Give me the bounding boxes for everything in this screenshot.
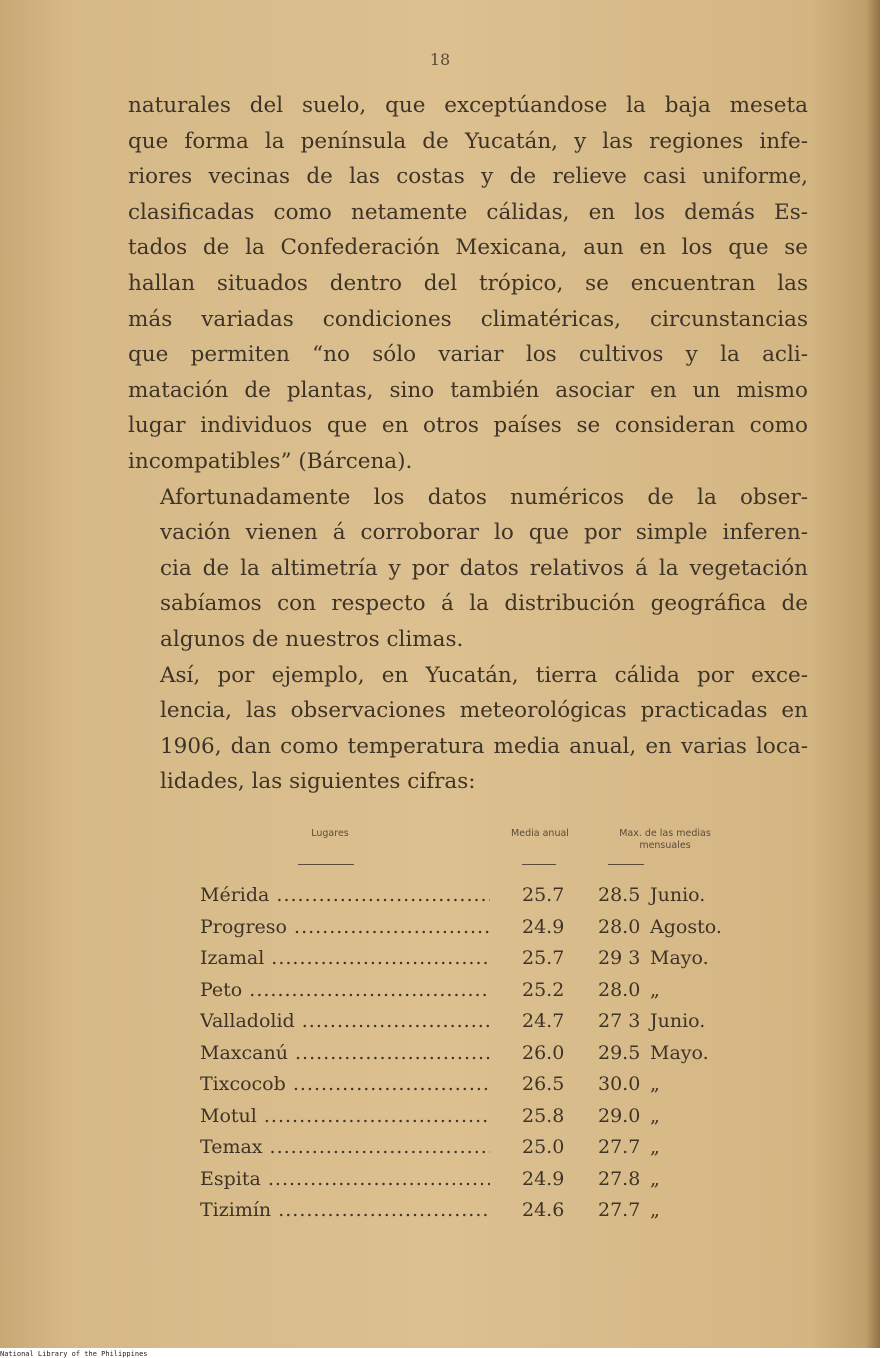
max-cell: 27.7 xyxy=(598,1136,641,1158)
text-line: lencia, las observaciones meteorológicas practicadas en xyxy=(160,698,808,724)
table-row xyxy=(200,880,760,912)
month-cell: Mayo. xyxy=(650,1041,709,1064)
table-row xyxy=(200,1132,760,1164)
max-cell: 28.0 xyxy=(598,915,641,938)
month-cell: „ xyxy=(650,1073,660,1095)
text-line: clasificadas como netamente cálidas, en los demás Es- xyxy=(128,199,808,225)
table-row xyxy=(200,1038,760,1070)
place-cell: Izamal ..... xyxy=(200,943,490,975)
table-header xyxy=(200,828,760,880)
table-row xyxy=(200,943,760,975)
place-cell: Tizimín ..... xyxy=(200,1195,490,1227)
text-line: cia de la altimetría y por datos relativos á la vegetación xyxy=(160,555,808,581)
text-line: Así, por ejemplo, en Yucatán, tierra cálida por exce- xyxy=(160,662,808,688)
place-cell: Progreso ..... xyxy=(200,912,490,944)
text-line: hallan situados dentro del trópico, se encuentran las xyxy=(128,270,808,296)
place-cell: Motul ..... xyxy=(200,1101,490,1133)
month-cell: Junio. xyxy=(650,1010,706,1032)
max-cell: 28.5 xyxy=(598,884,641,906)
month-cell: „ xyxy=(650,1199,660,1221)
header-media-anual: Media anual xyxy=(511,828,569,839)
text-line: más variadas condiciones climatéricas, circunstancias xyxy=(128,306,808,332)
table-row xyxy=(200,912,760,944)
table-row xyxy=(200,1101,760,1133)
media-cell: 26.0 xyxy=(522,1041,565,1064)
page-number: 18 xyxy=(429,50,451,69)
media-cell: 25.2 xyxy=(522,978,565,1001)
place-cell: Peto ..... xyxy=(200,975,490,1007)
place-cell: Espita ..... xyxy=(200,1164,490,1196)
month-cell: „ xyxy=(650,978,660,1001)
text-line: incompatibles” (Bárcena). xyxy=(128,448,413,474)
max-cell: 30.0 xyxy=(598,1073,641,1095)
place-cell: Valladolid ..... xyxy=(200,1006,490,1038)
text-line: lugar individuos que en otros países se consideran como xyxy=(128,413,808,439)
text-line: que forma la península de Yucatán, y las regiones infe- xyxy=(128,128,808,154)
media-cell: 25.0 xyxy=(522,1136,565,1158)
text-line: Afortunadamente los datos numéricos de la obser- xyxy=(160,484,808,510)
month-cell: „ xyxy=(650,1136,660,1158)
header-max-line2: mensuales xyxy=(639,840,691,851)
text-line: tados de la Confederación Mexicana, aun en los que se xyxy=(128,235,808,261)
media-cell: 25.8 xyxy=(522,1104,565,1127)
body-text xyxy=(128,88,808,800)
max-cell: 27 3 xyxy=(598,1010,641,1032)
max-cell: 27.8 xyxy=(598,1167,641,1190)
text-line: lidades, las siguientes cifras: xyxy=(160,769,476,795)
media-cell: 25.7 xyxy=(522,884,565,906)
header-max-medias xyxy=(595,828,735,852)
month-cell: Junio. xyxy=(650,884,706,906)
text-line: algunos de nuestros climas. xyxy=(160,626,464,652)
header-rule xyxy=(298,864,354,865)
table-row xyxy=(200,1006,760,1038)
page-edge-shadow xyxy=(866,0,880,1348)
max-cell: 29.5 xyxy=(598,1041,641,1064)
month-cell: „ xyxy=(650,1167,660,1190)
paragraph-1 xyxy=(128,88,808,480)
temperature-table xyxy=(200,828,760,1227)
text-line: naturales del suelo, que exceptúandose la baja meseta xyxy=(128,93,808,118)
text-line: riores vecinas de las costas y de relieve casi uniforme, xyxy=(128,164,808,190)
place-cell: Temax ..... xyxy=(200,1132,490,1164)
text-line: sabíamos con respecto á la distribución geográfica de xyxy=(160,591,808,617)
table-row xyxy=(200,1069,760,1101)
text-line: vación vienen á corroborar lo que por simple inferen- xyxy=(160,520,808,546)
media-cell: 24.9 xyxy=(522,915,565,938)
month-cell: Agosto. xyxy=(650,915,722,938)
paragraph-2 xyxy=(128,480,808,658)
text-line: que permiten “no sólo variar los cultivos y la acli- xyxy=(128,342,808,368)
header-rule xyxy=(608,864,644,865)
header-max-line1: Max. de las medias xyxy=(619,828,711,839)
month-cell: Mayo. xyxy=(650,947,709,969)
table-row xyxy=(200,975,760,1007)
text-line: matación de plantas, sino también asociar en un mismo xyxy=(128,377,808,403)
media-cell: 26.5 xyxy=(522,1073,565,1095)
text-line: 1906, dan como temperatura media anual, en varias loca- xyxy=(160,733,808,759)
library-footer: National Library of the Philippines xyxy=(0,1350,148,1358)
header-lugares: Lugares xyxy=(311,828,349,839)
media-cell: 25.7 xyxy=(522,947,565,969)
table-body xyxy=(200,880,760,1227)
place-cell: Maxcanú ..... xyxy=(200,1038,490,1070)
max-cell: 27.7 xyxy=(598,1199,641,1221)
header-rule xyxy=(522,864,556,865)
media-cell: 24.7 xyxy=(522,1010,565,1032)
media-cell: 24.6 xyxy=(522,1199,565,1221)
table-row xyxy=(200,1164,760,1196)
paragraph-3 xyxy=(128,658,808,800)
table-row xyxy=(200,1195,760,1227)
media-cell: 24.9 xyxy=(522,1167,565,1190)
place-cell: Mérida ..... xyxy=(200,880,490,912)
place-cell: Tixcocob ..... xyxy=(200,1069,490,1101)
max-cell: 28.0 xyxy=(598,978,641,1001)
max-cell: 29 3 xyxy=(598,947,641,969)
max-cell: 29.0 xyxy=(598,1104,641,1127)
month-cell: „ xyxy=(650,1104,660,1127)
